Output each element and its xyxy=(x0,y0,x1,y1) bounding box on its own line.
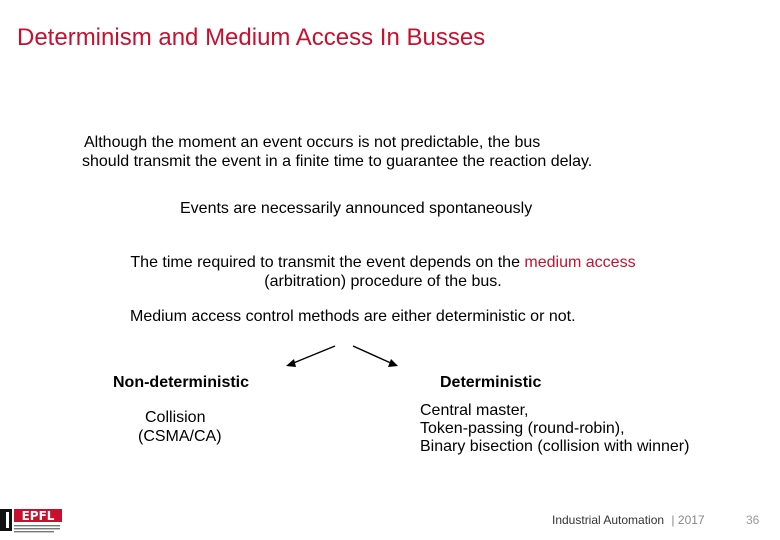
medium-access-highlight: medium access xyxy=(524,254,636,271)
branch-arrows xyxy=(280,340,410,380)
paragraph-3 xyxy=(0,253,766,291)
non-deterministic-list xyxy=(138,408,222,446)
non-deterministic-heading: Non-deterministic xyxy=(113,374,250,391)
right-item-2: Token-passing (round-robin), xyxy=(420,420,625,437)
footer-year: 2017 xyxy=(677,513,705,527)
footer-course xyxy=(552,513,705,527)
arrow-left-head xyxy=(286,359,296,367)
paragraph-4: Medium access control methods are either deterministic or not. xyxy=(130,308,576,325)
paragraph-3-line-2: (arbitration) procedure of the bus. xyxy=(264,273,502,290)
arrow-right-line xyxy=(353,346,393,364)
left-item-2: (CSMA/CA) xyxy=(138,428,222,445)
paragraph-2: Events are necessarily announced spontaneously xyxy=(180,200,533,217)
paragraph-1-line-1: Although the moment an event occurs is not predictable, the bus xyxy=(84,134,541,151)
paragraph-3-text: The time required to transmit the event depends on the xyxy=(130,254,525,271)
footer-separator: | xyxy=(671,513,675,527)
paragraph-3-line-1 xyxy=(0,253,766,272)
paragraph-1-line-2: should transmit the event in a finite time to guarantee the reaction delay. xyxy=(82,153,593,170)
arrow-right-head xyxy=(388,359,398,367)
deterministic-list xyxy=(420,402,689,456)
page-number: 36 xyxy=(746,513,760,527)
deterministic-heading: Deterministic xyxy=(440,374,542,391)
arrow-left-line xyxy=(291,346,335,364)
footer-course-name: Industrial Automation xyxy=(552,513,665,527)
epfl-logo xyxy=(0,506,62,534)
slide-title: Determinism and Medium Access In Busses xyxy=(17,24,486,51)
epfl-logo-mark xyxy=(0,506,62,534)
logo-text: EPFL xyxy=(21,509,55,523)
right-item-1: Central master, xyxy=(420,402,529,419)
paragraph-1 xyxy=(82,133,592,171)
right-item-3: Binary bisection (collision with winner) xyxy=(420,438,690,455)
left-item-1: Collision xyxy=(145,409,206,426)
